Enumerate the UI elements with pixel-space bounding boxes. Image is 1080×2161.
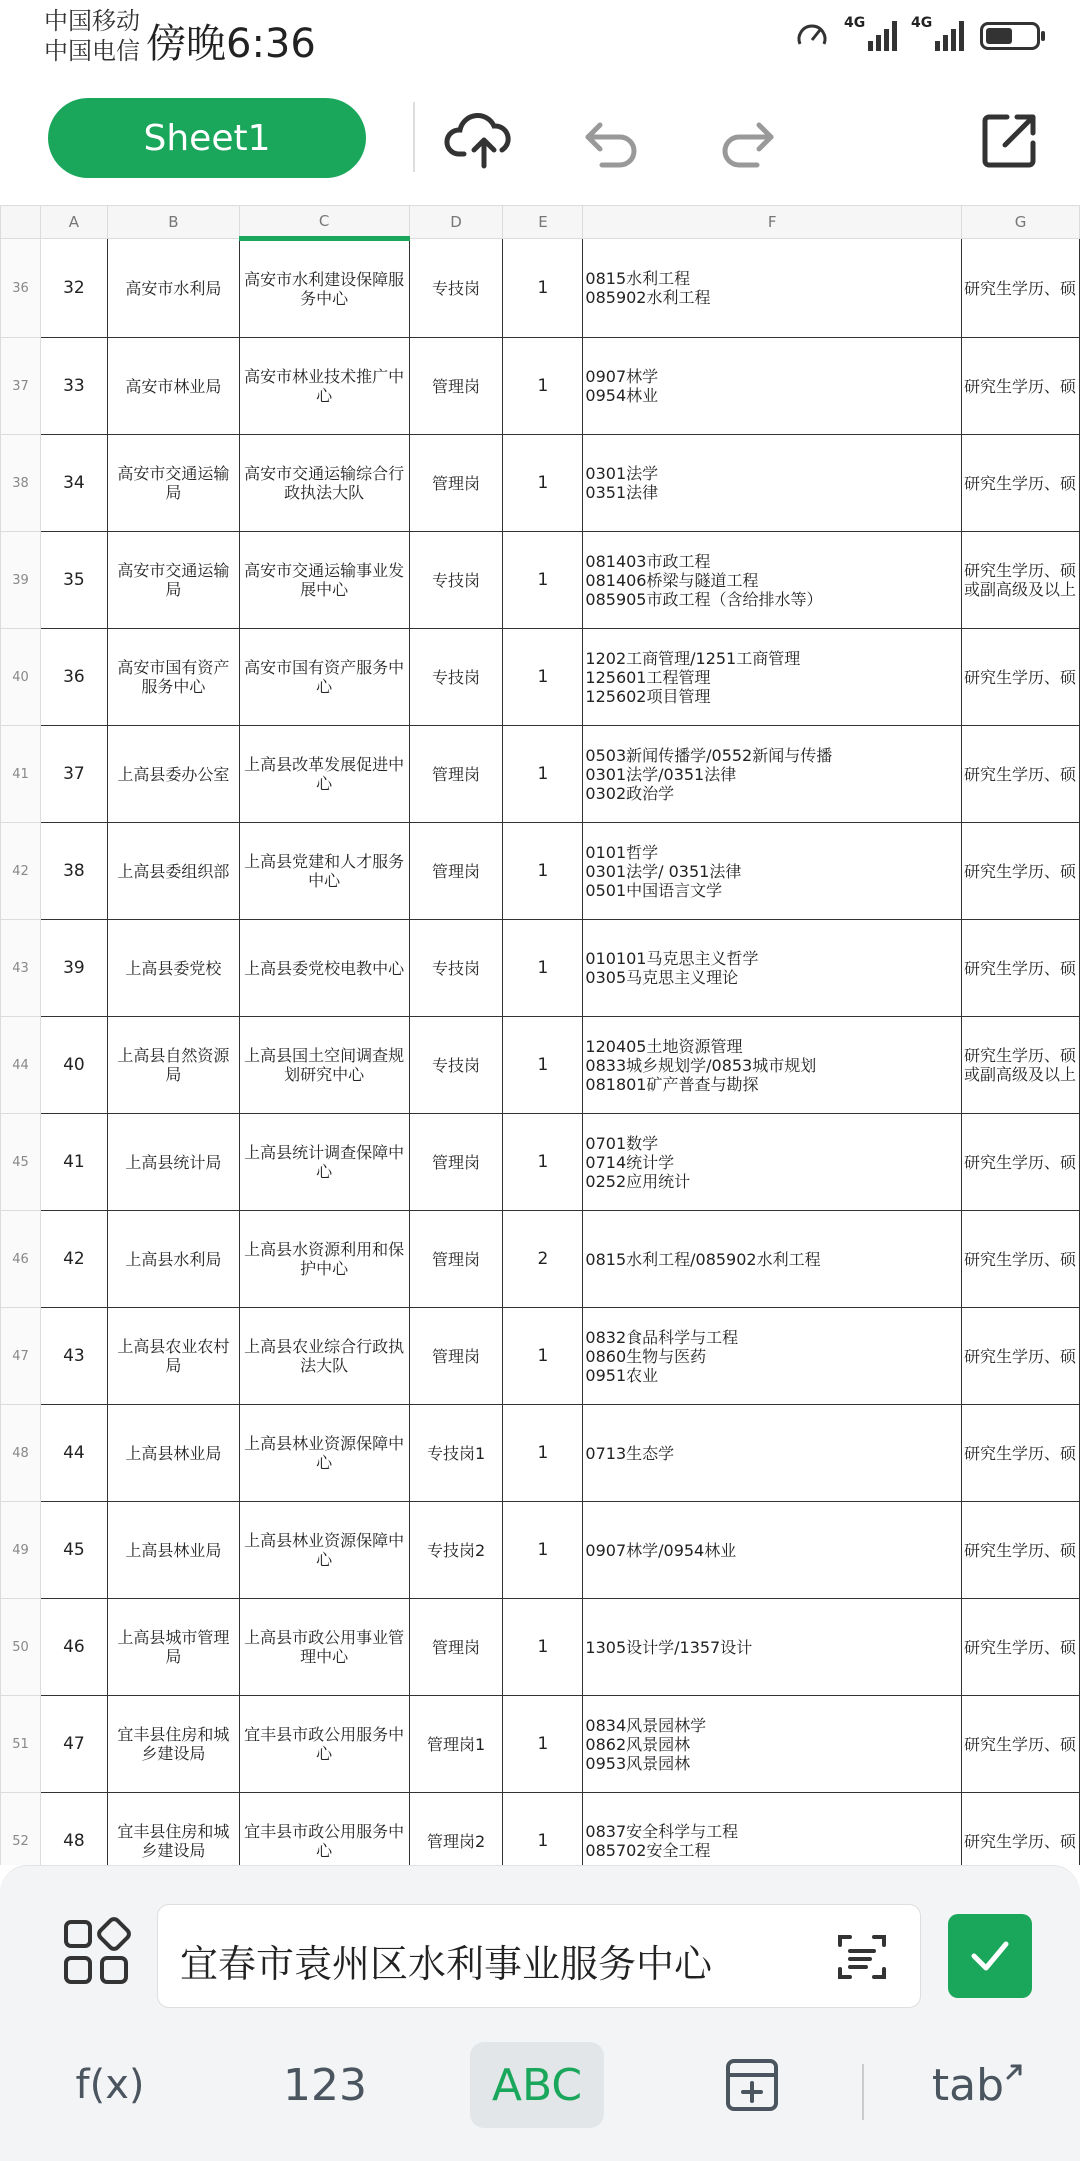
- cell-g[interactable]: 研究生学历、硕: [962, 1793, 1080, 1866]
- table-row: [1, 1599, 1080, 1696]
- cell-e[interactable]: 1: [503, 338, 583, 435]
- row-number[interactable]: 37: [1, 338, 41, 435]
- formula-input-value: 宜春市袁州区水利事业服务中心: [180, 1942, 713, 1986]
- cell-b[interactable]: 上高县委组织部: [107, 823, 239, 920]
- cell-c[interactable]: 上高县国土空间调查规划研究中心: [239, 1017, 409, 1114]
- table-row: [1, 1405, 1080, 1502]
- column-header-a[interactable]: A: [40, 206, 107, 239]
- cell-b[interactable]: 上高县委党校: [107, 920, 239, 1017]
- column-header-d[interactable]: D: [409, 206, 503, 239]
- cell-b[interactable]: 宜丰县住房和城乡建设局: [107, 1696, 239, 1793]
- toolbar-divider: [413, 102, 415, 172]
- data-table: [0, 205, 1080, 1865]
- cell-f[interactable]: 0907林学 0954林业: [583, 338, 962, 435]
- row-number[interactable]: 43: [1, 920, 41, 1017]
- cell-e[interactable]: 1: [503, 435, 583, 532]
- clock: 傍晚6:36: [146, 21, 316, 67]
- row-number[interactable]: 50: [1, 1599, 41, 1696]
- cell-d[interactable]: 专技岗: [409, 1017, 503, 1114]
- cell-a[interactable]: 38: [40, 823, 107, 920]
- cell-e[interactable]: 1: [503, 1017, 583, 1114]
- cell-d[interactable]: 管理岗: [409, 726, 503, 823]
- cell-f[interactable]: 010101马克思主义哲学 0305马克思主义理论: [583, 920, 962, 1017]
- cell-c[interactable]: 高安市林业技术推广中心: [239, 338, 409, 435]
- column-header-e[interactable]: E: [503, 206, 583, 239]
- cell-f[interactable]: 1305设计学/1357设计: [583, 1599, 962, 1696]
- cell-c[interactable]: 高安市水利建设保障服务中心: [239, 239, 409, 338]
- cell-b[interactable]: 上高县林业局: [107, 1502, 239, 1599]
- cell-b[interactable]: 上高县水利局: [107, 1211, 239, 1308]
- signal-icon-1: 4G: [846, 21, 897, 51]
- cell-d[interactable]: 专技岗1: [409, 1405, 503, 1502]
- row-number[interactable]: 41: [1, 726, 41, 823]
- row-number[interactable]: 46: [1, 1211, 41, 1308]
- cell-e[interactable]: 2: [503, 1211, 583, 1308]
- carrier-1: 中国移动: [44, 7, 140, 35]
- cell-g[interactable]: 研究生学历、硕: [962, 1696, 1080, 1793]
- cell-f[interactable]: 0701数学 0714统计学 0252应用统计: [583, 1114, 962, 1211]
- cell-c[interactable]: 上高县党建和人才服务中心: [239, 823, 409, 920]
- table-row: [1, 1793, 1080, 1866]
- row-number[interactable]: 45: [1, 1114, 41, 1211]
- cell-g[interactable]: 研究生学历、硕 或副高级及以上: [962, 532, 1080, 629]
- cell-g[interactable]: 研究生学历、硕: [962, 920, 1080, 1017]
- cell-f[interactable]: 0815水利工程/085902水利工程: [583, 1211, 962, 1308]
- cell-c[interactable]: 上高县水资源利用和保护中心: [239, 1211, 409, 1308]
- corner-cell: [1, 206, 41, 239]
- cell-c[interactable]: 宜丰县市政公用服务中心: [239, 1696, 409, 1793]
- cell-g[interactable]: 研究生学历、硕: [962, 823, 1080, 920]
- share-icon[interactable]: [970, 100, 1050, 180]
- cell-e[interactable]: 1: [503, 239, 583, 338]
- status-bar: [0, 0, 1080, 80]
- cell-a[interactable]: 36: [40, 629, 107, 726]
- row-number[interactable]: 49: [1, 1502, 41, 1599]
- cell-e[interactable]: 1: [503, 920, 583, 1017]
- cell-a[interactable]: 33: [40, 338, 107, 435]
- column-header-row: [1, 206, 1080, 239]
- cell-c[interactable]: 上高县统计调查保障中心: [239, 1114, 409, 1211]
- cell-c[interactable]: 宜丰县市政公用服务中心: [239, 1793, 409, 1866]
- undo-icon[interactable]: [573, 100, 653, 180]
- column-header-g[interactable]: G: [962, 206, 1080, 239]
- carrier-info: [44, 6, 140, 66]
- cell-e[interactable]: 1: [503, 823, 583, 920]
- tab-key[interactable]: tab: [928, 2042, 1028, 2128]
- formula-panel: [0, 1865, 1080, 2161]
- cell-g[interactable]: 研究生学历、硕: [962, 629, 1080, 726]
- battery-icon: [980, 22, 1040, 50]
- cell-c[interactable]: 上高县改革发展促进中心: [239, 726, 409, 823]
- row-number[interactable]: 48: [1, 1405, 41, 1502]
- cell-f[interactable]: 0713生态学: [583, 1405, 962, 1502]
- table-row: [1, 920, 1080, 1017]
- row-number[interactable]: 44: [1, 1017, 41, 1114]
- cell-a[interactable]: 42: [40, 1211, 107, 1308]
- cell-f[interactable]: 0101哲学 0301法学/ 0351法律 0501中国语言文学: [583, 823, 962, 920]
- cell-e[interactable]: 1: [503, 1599, 583, 1696]
- cell-c[interactable]: 上高县林业资源保障中心: [239, 1502, 409, 1599]
- keyboard-mode-bar: [0, 2024, 1080, 2134]
- cell-b[interactable]: 高安市林业局: [107, 338, 239, 435]
- table-row: [1, 1114, 1080, 1211]
- grid-menu-icon[interactable]: [58, 1914, 134, 1990]
- cell-b[interactable]: 高安市水利局: [107, 239, 239, 338]
- cell-c[interactable]: 上高县农业综合行政执法大队: [239, 1308, 409, 1405]
- table-row: [1, 435, 1080, 532]
- cell-g[interactable]: 研究生学历、硕: [962, 1308, 1080, 1405]
- cell-a[interactable]: 34: [40, 435, 107, 532]
- cell-b[interactable]: 高安市国有资产服务中心: [107, 629, 239, 726]
- carrier-2: 中国电信: [44, 37, 140, 65]
- cell-e[interactable]: 1: [503, 629, 583, 726]
- cell-e[interactable]: 1: [503, 1696, 583, 1793]
- cell-e[interactable]: 1: [503, 1405, 583, 1502]
- cell-e[interactable]: 1: [503, 532, 583, 629]
- status-icons: [794, 15, 1040, 54]
- table-row: [1, 1017, 1080, 1114]
- cell-a[interactable]: 32: [40, 239, 107, 338]
- cell-b[interactable]: 上高县林业局: [107, 1405, 239, 1502]
- column-header-f[interactable]: F: [583, 206, 962, 239]
- check-icon: [966, 1932, 1014, 1980]
- cell-d[interactable]: 管理岗: [409, 338, 503, 435]
- cell-d[interactable]: 专技岗: [409, 920, 503, 1017]
- cell-f[interactable]: 0834风景园林学 0862风景园林 0953风景园林: [583, 1696, 962, 1793]
- cell-g[interactable]: 研究生学历、硕: [962, 726, 1080, 823]
- formula-input[interactable]: [157, 1904, 921, 2008]
- cell-f[interactable]: 0301法学 0351法律: [583, 435, 962, 532]
- cell-d[interactable]: 专技岗: [409, 532, 503, 629]
- toolbar: [0, 80, 1080, 205]
- cell-a[interactable]: 45: [40, 1502, 107, 1599]
- cloud-upload-icon[interactable]: [440, 100, 520, 180]
- spreadsheet-grid: [0, 205, 1080, 1865]
- table-row: [1, 1308, 1080, 1405]
- table-row: [1, 1696, 1080, 1793]
- text-keyboard-button[interactable]: ABC: [470, 2042, 604, 2128]
- insert-cell-icon[interactable]: [712, 2042, 792, 2128]
- row-number[interactable]: 40: [1, 629, 41, 726]
- scan-text-icon[interactable]: [832, 1927, 892, 1987]
- row-number[interactable]: 52: [1, 1793, 41, 1866]
- cell-b[interactable]: 高安市交通运输局: [107, 532, 239, 629]
- cell-b[interactable]: 上高县农业农村局: [107, 1308, 239, 1405]
- cell-a[interactable]: 43: [40, 1308, 107, 1405]
- cell-d[interactable]: 管理岗: [409, 435, 503, 532]
- cell-g[interactable]: 研究生学历、硕: [962, 1405, 1080, 1502]
- cell-f[interactable]: 0832食品科学与工程 0860生物与医药 0951农业: [583, 1308, 962, 1405]
- cell-d[interactable]: 管理岗: [409, 1211, 503, 1308]
- cell-b[interactable]: 上高县城市管理局: [107, 1599, 239, 1696]
- cell-d[interactable]: 专技岗: [409, 239, 503, 338]
- column-header-b[interactable]: B: [107, 206, 239, 239]
- cell-d[interactable]: 管理岗: [409, 1308, 503, 1405]
- cell-c[interactable]: 高安市国有资产服务中心: [239, 629, 409, 726]
- cell-a[interactable]: 41: [40, 1114, 107, 1211]
- cell-d[interactable]: 管理岗: [409, 1599, 503, 1696]
- speed-icon: [794, 18, 830, 54]
- signal-icon-2: 4G: [913, 21, 964, 51]
- cell-e[interactable]: 1: [503, 726, 583, 823]
- cell-g[interactable]: 研究生学历、硕: [962, 1114, 1080, 1211]
- cell-g[interactable]: 研究生学历、硕: [962, 435, 1080, 532]
- cell-f[interactable]: 120405土地资源管理 0833城乡规划学/0853城市规划 081801矿产普查与勘探: [583, 1017, 962, 1114]
- cell-g[interactable]: 研究生学历、硕: [962, 1599, 1080, 1696]
- cell-b[interactable]: 上高县统计局: [107, 1114, 239, 1211]
- cell-d[interactable]: 专技岗2: [409, 1502, 503, 1599]
- cell-c[interactable]: 高安市交通运输事业发展中心: [239, 532, 409, 629]
- function-button[interactable]: f(x): [75, 2062, 145, 2108]
- table-row: [1, 239, 1080, 338]
- cell-e[interactable]: 1: [503, 1793, 583, 1866]
- confirm-button[interactable]: [948, 1914, 1032, 1998]
- table-row: [1, 532, 1080, 629]
- row-number[interactable]: 38: [1, 435, 41, 532]
- table-row: [1, 338, 1080, 435]
- cell-b[interactable]: 宜丰县住房和城乡建设局: [107, 1793, 239, 1866]
- cell-e[interactable]: 1: [503, 1502, 583, 1599]
- cell-a[interactable]: 44: [40, 1405, 107, 1502]
- cell-c[interactable]: 上高县委党校电教中心: [239, 920, 409, 1017]
- row-number[interactable]: 42: [1, 823, 41, 920]
- table-row: [1, 1211, 1080, 1308]
- row-number[interactable]: 51: [1, 1696, 41, 1793]
- cell-f[interactable]: 1202工商管理/1251工商管理 125601工程管理 125602项目管理: [583, 629, 962, 726]
- cell-c[interactable]: 上高县林业资源保障中心: [239, 1405, 409, 1502]
- cell-g[interactable]: 研究生学历、硕 或副高级及以上: [962, 1017, 1080, 1114]
- cell-b[interactable]: 上高县自然资源局: [107, 1017, 239, 1114]
- cell-d[interactable]: 管理岗: [409, 1114, 503, 1211]
- keyboard-divider: [862, 2064, 864, 2120]
- table-row: [1, 1502, 1080, 1599]
- cell-b[interactable]: 上高县委办公室: [107, 726, 239, 823]
- cell-a[interactable]: 47: [40, 1696, 107, 1793]
- table-row: [1, 629, 1080, 726]
- cell-c[interactable]: 上高县市政公用事业管理中心: [239, 1599, 409, 1696]
- cell-f[interactable]: 0837安全科学与工程 085702安全工程: [583, 1793, 962, 1866]
- cell-f[interactable]: 0503新闻传播学/0552新闻与传播 0301法学/0351法律 0302政治学: [583, 726, 962, 823]
- row-number[interactable]: 36: [1, 239, 41, 338]
- row-number[interactable]: 47: [1, 1308, 41, 1405]
- cell-g[interactable]: 研究生学历、硕: [962, 1502, 1080, 1599]
- cell-g[interactable]: 研究生学历、硕: [962, 1211, 1080, 1308]
- cell-a[interactable]: 46: [40, 1599, 107, 1696]
- cell-e[interactable]: 1: [503, 1308, 583, 1405]
- table-row: [1, 726, 1080, 823]
- cell-f[interactable]: 081403市政工程 081406桥梁与隧道工程 085905市政工程（含给排水等）: [583, 532, 962, 629]
- table-row: [1, 823, 1080, 920]
- cell-g[interactable]: 研究生学历、硕: [962, 239, 1080, 338]
- cell-f[interactable]: 0907林学/0954林业: [583, 1502, 962, 1599]
- row-number[interactable]: 39: [1, 532, 41, 629]
- cell-d[interactable]: 管理岗1: [409, 1696, 503, 1793]
- redo-icon[interactable]: [706, 100, 786, 180]
- cell-b[interactable]: 高安市交通运输局: [107, 435, 239, 532]
- numeric-keyboard-button[interactable]: 123: [283, 2059, 367, 2111]
- cell-a[interactable]: 48: [40, 1793, 107, 1866]
- cell-a[interactable]: 37: [40, 726, 107, 823]
- cell-d[interactable]: 管理岗: [409, 823, 503, 920]
- cell-c[interactable]: 高安市交通运输综合行政执法大队: [239, 435, 409, 532]
- cell-a[interactable]: 39: [40, 920, 107, 1017]
- sheet-tab[interactable]: Sheet1: [48, 98, 366, 178]
- cell-e[interactable]: 1: [503, 1114, 583, 1211]
- cell-d[interactable]: 管理岗2: [409, 1793, 503, 1866]
- column-header-c[interactable]: C: [239, 206, 409, 239]
- cell-a[interactable]: 40: [40, 1017, 107, 1114]
- cell-f[interactable]: 0815水利工程 085902水利工程: [583, 239, 962, 338]
- cell-d[interactable]: 专技岗: [409, 629, 503, 726]
- cell-g[interactable]: 研究生学历、硕: [962, 338, 1080, 435]
- tab-arrow-icon: [1004, 2062, 1024, 2082]
- cell-a[interactable]: 35: [40, 532, 107, 629]
